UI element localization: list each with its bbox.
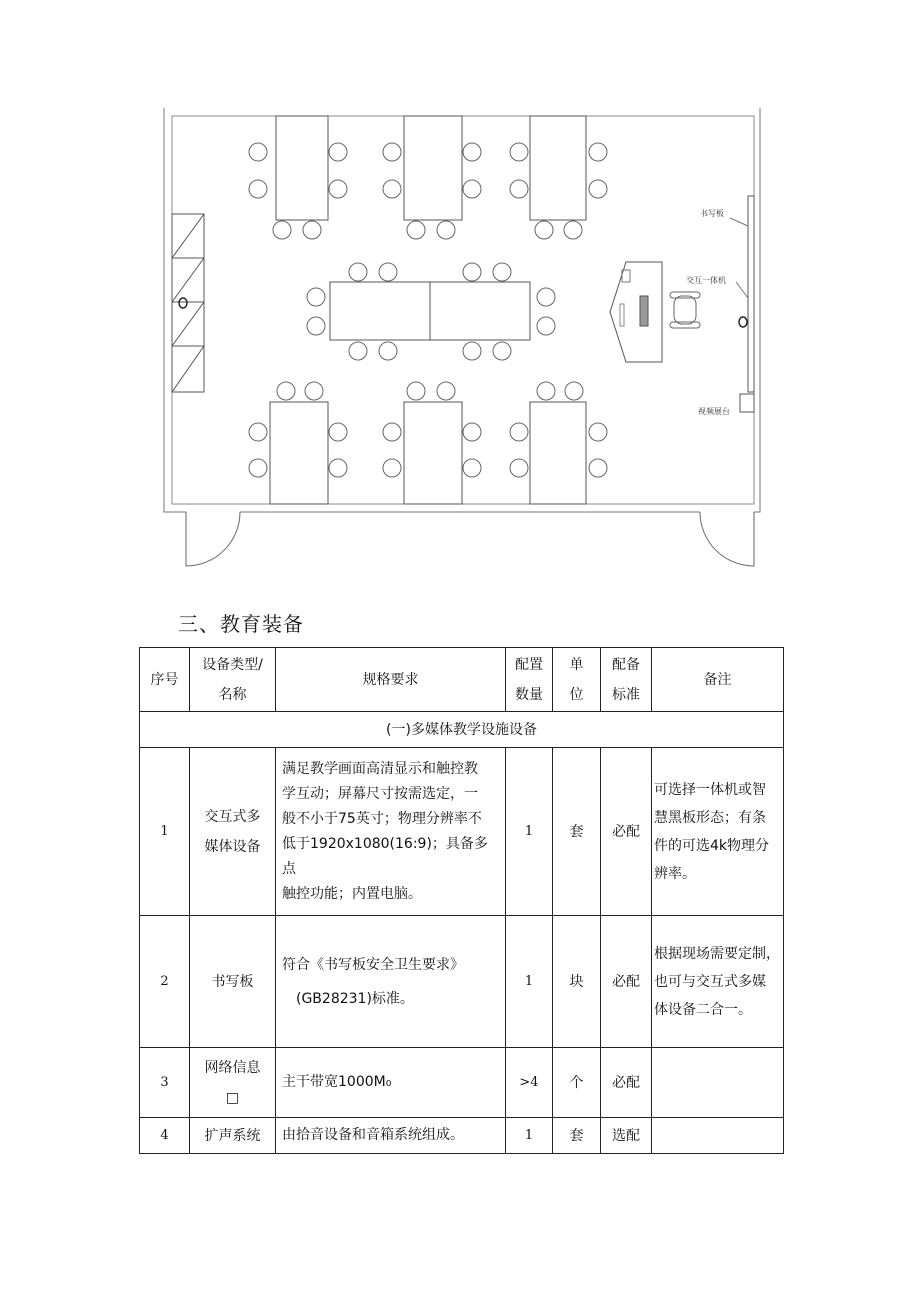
row-unit: 个 [553, 1048, 601, 1118]
table-row [140, 916, 784, 1048]
door-right [700, 512, 754, 566]
group-row [140, 712, 784, 748]
header-row [140, 648, 784, 712]
podium-monitor [640, 296, 648, 326]
row-unit: 套 [553, 1118, 601, 1154]
front-camera [739, 317, 747, 327]
chairs-top [249, 143, 607, 239]
row-name: 网络信息 □ [190, 1048, 276, 1118]
row-standard: 必配 [601, 1048, 652, 1118]
header-type: 设备类型/ 名称 [190, 648, 276, 712]
inner-wall [172, 116, 754, 504]
table-bottom-1 [270, 402, 328, 504]
table-top-3 [530, 116, 586, 220]
row-unit: 套 [553, 748, 601, 916]
table-row [140, 1118, 784, 1154]
row-spec: 满足教学画面高清显示和触控教 学互动；屏幕尺寸按需选定，一 般不小于75英寸；物理分辨率不 低于1920x1080(16:9)；具备多点 触控功能；内置电脑。 [276, 748, 506, 916]
row-name: 扩声系统 [190, 1118, 276, 1154]
chairs-middle [307, 263, 555, 360]
label-interactive-display: 交互一体机 [686, 276, 726, 285]
row-standard: 必配 [601, 748, 652, 916]
row-standard: 必配 [601, 916, 652, 1048]
chairs-bottom [249, 382, 607, 477]
label-writing-board: 书写板 [700, 209, 724, 218]
row-spec: 符合《书写板安全卫生要求》 (GB28231)标准。 [276, 916, 506, 1048]
table-row [140, 748, 784, 916]
row-qty: 1 [506, 1118, 553, 1154]
row-no: 4 [140, 1118, 190, 1154]
teacher-chair [670, 292, 700, 328]
header-unit: 单 位 [553, 648, 601, 712]
equipment-table [139, 647, 784, 1154]
group-title: (一)多媒体教学设施设备 [140, 712, 784, 748]
storage-cabinet [172, 214, 204, 392]
row-qty: 1 [506, 748, 553, 916]
row-spec: 主干带宽1000M₀ [276, 1048, 506, 1118]
table-top-2 [404, 116, 462, 220]
header-spec: 规格要求 [276, 648, 506, 712]
row-spec: 由拾音设备和音箱系统组成。 [276, 1118, 506, 1154]
row-note [652, 1048, 784, 1118]
visualizer-stand [740, 394, 754, 412]
row-no: 3 [140, 1048, 190, 1118]
row-note: 根据现场需要定制， 也可与交互式多媒 体设备二合一。 [652, 916, 784, 1048]
row-qty: 1 [506, 916, 553, 1048]
header-note: 备注 [652, 648, 784, 712]
row-name: 交互式多 媒体设备 [190, 748, 276, 916]
row-standard: 选配 [601, 1118, 652, 1154]
classroom-floor-plan [0, 0, 920, 600]
row-note: 可选择一体机或智 慧黑板形态；有条 件的可选4k物理分 辨率。 [652, 748, 784, 916]
table-row [140, 1048, 784, 1118]
header-qty: 配置 数量 [506, 648, 553, 712]
header-standard: 配备 标准 [601, 648, 652, 712]
row-no: 2 [140, 916, 190, 1048]
table-bottom-3 [530, 402, 586, 504]
front-board [748, 196, 754, 392]
row-no: 1 [140, 748, 190, 916]
table-top-1 [276, 116, 328, 220]
row-unit: 块 [553, 916, 601, 1048]
row-note [652, 1118, 784, 1154]
section-heading: 三、教育装备 [178, 612, 304, 636]
teacher-podium [610, 262, 662, 362]
header-no: 序号 [140, 648, 190, 712]
left-camera [179, 298, 187, 308]
row-qty: >4 [506, 1048, 553, 1118]
label-visualizer-stand: 视频展台 [698, 407, 730, 416]
door-left [186, 512, 240, 566]
row-name: 书写板 [190, 916, 276, 1048]
table-bottom-2 [404, 402, 462, 504]
